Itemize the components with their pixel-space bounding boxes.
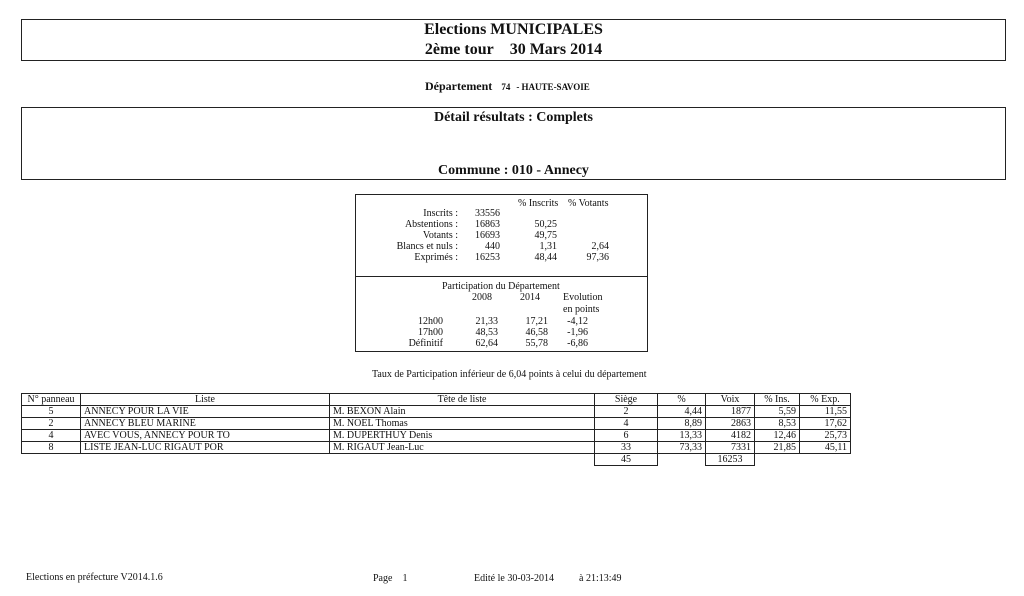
participation-2014: 46,58 bbox=[525, 327, 548, 338]
header-siege: Siège bbox=[595, 394, 658, 406]
cell-pct: 13,33 bbox=[658, 430, 706, 442]
stats-row bbox=[365, 230, 645, 241]
results-header-row bbox=[22, 394, 851, 406]
footer-page-number: 1 bbox=[402, 573, 408, 584]
stats-pct-vot bbox=[557, 208, 609, 219]
department-name: - HAUTE-SAVOIE bbox=[516, 82, 590, 92]
cell-pct-exp: 17,62 bbox=[800, 418, 851, 430]
cell-liste: LISTE JEAN-LUC RIGAUT POR bbox=[81, 442, 330, 454]
participation-table bbox=[365, 316, 645, 349]
cell-pct: 8,89 bbox=[658, 418, 706, 430]
participation-col-2014: 2014 bbox=[520, 292, 540, 303]
cell-panneau: 4 bbox=[22, 430, 81, 442]
cell-pct: 4,44 bbox=[658, 406, 706, 418]
participation-evol: -6,86 bbox=[567, 338, 588, 349]
stats-value: 440 bbox=[485, 241, 500, 252]
cell-pct-ins: 5,59 bbox=[755, 406, 800, 418]
participation-row bbox=[365, 327, 645, 338]
total-voix: 16253 bbox=[706, 454, 755, 466]
cell-siege: 6 bbox=[595, 430, 658, 442]
stats-pct-vot bbox=[557, 230, 609, 241]
participation-col-evol-unit: en points bbox=[563, 304, 600, 315]
stats-pct-ins: 1,31 bbox=[539, 241, 557, 252]
participation-2008: 62,64 bbox=[475, 338, 498, 349]
footer-page bbox=[373, 573, 407, 584]
total-sieges: 45 bbox=[595, 454, 658, 466]
cell-pct-exp: 25,73 bbox=[800, 430, 851, 442]
cell-siege: 4 bbox=[595, 418, 658, 430]
header-voix: Voix bbox=[706, 394, 755, 406]
table-row bbox=[22, 418, 851, 430]
participation-row bbox=[365, 316, 645, 327]
commune-title: Commune : 010 - Annecy bbox=[438, 163, 589, 178]
stats-value: 16253 bbox=[475, 252, 500, 263]
cell-tete: M. DUPERTHUY Denis bbox=[330, 430, 595, 442]
round-date bbox=[21, 41, 1006, 59]
cell-voix: 7331 bbox=[706, 442, 755, 454]
participation-title: Participation du Département bbox=[442, 281, 560, 292]
results-table bbox=[21, 393, 851, 466]
cell-siege: 2 bbox=[595, 406, 658, 418]
header-tete: Tête de liste bbox=[330, 394, 595, 406]
election-date: 30 Mars 2014 bbox=[509, 41, 603, 58]
cell-voix: 2863 bbox=[706, 418, 755, 430]
cell-siege: 33 bbox=[595, 442, 658, 454]
stats-table bbox=[365, 208, 645, 263]
footer-version: Elections en préfecture V2014.1.6 bbox=[26, 572, 163, 583]
participation-2014: 55,78 bbox=[525, 338, 548, 349]
table-row bbox=[22, 406, 851, 418]
col-pct-votants: % Votants bbox=[568, 198, 609, 209]
stats-label: Exprimés : bbox=[414, 252, 458, 263]
cell-panneau: 5 bbox=[22, 406, 81, 418]
round-label: 2ème tour bbox=[424, 41, 494, 58]
stats-label: Abstentions : bbox=[404, 219, 458, 230]
cell-tete: M. BEXON Alain bbox=[330, 406, 595, 418]
cell-pct-exp: 45,11 bbox=[800, 442, 851, 454]
department-code: 74 bbox=[501, 82, 511, 92]
footer-edited: Edité le 30-03-2014 bbox=[474, 573, 554, 584]
header-pct-exp: % Exp. bbox=[800, 394, 851, 406]
stats-row bbox=[365, 252, 645, 263]
cell-pct-ins: 12,46 bbox=[755, 430, 800, 442]
stats-label: Votants : bbox=[422, 230, 458, 241]
participation-evol: -4,12 bbox=[567, 316, 588, 327]
participation-2008: 21,33 bbox=[475, 316, 498, 327]
cell-liste: AVEC VOUS, ANNECY POUR TO bbox=[81, 430, 330, 442]
col-pct-inscrits: % Inscrits bbox=[518, 198, 559, 209]
participation-col-evol: Evolution bbox=[563, 292, 603, 303]
cell-panneau: 2 bbox=[22, 418, 81, 430]
cell-voix: 4182 bbox=[706, 430, 755, 442]
cell-liste: ANNECY POUR LA VIE bbox=[81, 406, 330, 418]
stats-divider bbox=[355, 276, 648, 277]
stats-value: 16693 bbox=[475, 230, 500, 241]
stats-label: Blancs et nuls : bbox=[396, 241, 458, 252]
cell-pct-ins: 21,85 bbox=[755, 442, 800, 454]
stats-row bbox=[365, 208, 645, 219]
table-row bbox=[22, 442, 851, 454]
stats-label: Inscrits : bbox=[423, 208, 458, 219]
participation-note: Taux de Participation inférieur de 6,04 points à celui du département bbox=[372, 369, 647, 380]
stats-pct-vot: 2,64 bbox=[591, 241, 609, 252]
footer-time: à 21:13:49 bbox=[579, 573, 622, 584]
department-label: Département bbox=[425, 79, 493, 93]
cell-tete: M. NOEL Thomas bbox=[330, 418, 595, 430]
cell-liste: ANNECY BLEU MARINE bbox=[81, 418, 330, 430]
cell-pct-exp: 11,55 bbox=[800, 406, 851, 418]
details-title: Détail résultats : Complets bbox=[433, 110, 594, 125]
stats-row bbox=[365, 219, 645, 230]
table-row bbox=[22, 430, 851, 442]
cell-panneau: 8 bbox=[22, 442, 81, 454]
stats-pct-ins bbox=[500, 208, 557, 219]
participation-2014: 17,21 bbox=[525, 316, 548, 327]
header-pct: % bbox=[658, 394, 706, 406]
header-liste: Liste bbox=[81, 394, 330, 406]
participation-label: 17h00 bbox=[418, 327, 443, 338]
department-line bbox=[425, 79, 590, 94]
stats-pct-ins: 48,44 bbox=[534, 252, 557, 263]
participation-row bbox=[365, 338, 645, 349]
stats-pct-vot: 97,36 bbox=[586, 252, 609, 263]
cell-pct-ins: 8,53 bbox=[755, 418, 800, 430]
stats-row bbox=[365, 241, 645, 252]
page-title: Elections MUNICIPALES bbox=[424, 21, 603, 38]
stats-pct-vot bbox=[557, 219, 609, 230]
header-panneau: N° panneau bbox=[22, 394, 81, 406]
stats-value: 16863 bbox=[475, 219, 500, 230]
cell-pct: 73,33 bbox=[658, 442, 706, 454]
participation-2008: 48,53 bbox=[475, 327, 498, 338]
stats-pct-ins: 50,25 bbox=[534, 219, 557, 230]
participation-label: Définitif bbox=[408, 338, 443, 349]
cell-voix: 1877 bbox=[706, 406, 755, 418]
stats-pct-ins: 49,75 bbox=[534, 230, 557, 241]
totals-row bbox=[22, 454, 851, 466]
cell-tete: M. RIGAUT Jean-Luc bbox=[330, 442, 595, 454]
participation-evol: -1,96 bbox=[567, 327, 588, 338]
stats-value: 33556 bbox=[475, 208, 500, 219]
footer-page-label: Page bbox=[373, 573, 393, 584]
header-pct-ins: % Ins. bbox=[755, 394, 800, 406]
participation-label: 12h00 bbox=[418, 316, 443, 327]
participation-col-2008: 2008 bbox=[472, 292, 492, 303]
